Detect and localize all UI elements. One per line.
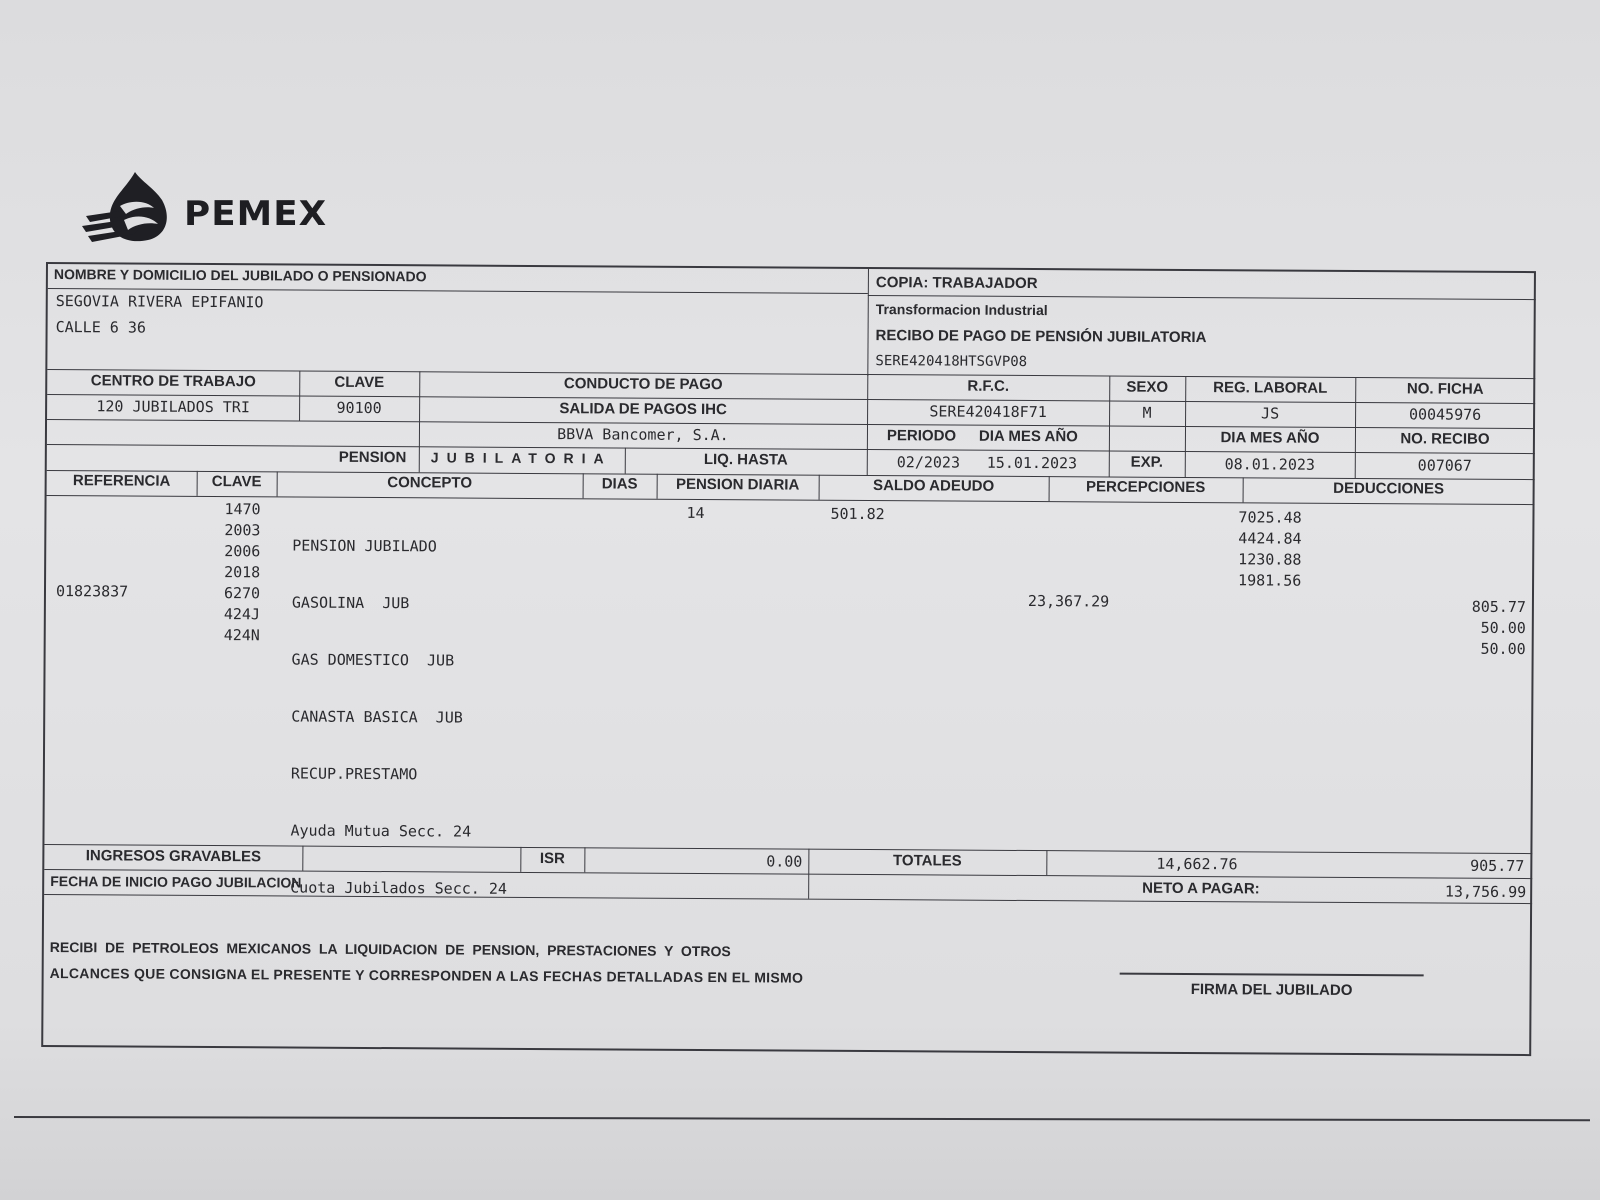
beneficiary-address: CALLE 6 36	[55, 318, 146, 337]
clave-value: 90100	[336, 398, 382, 418]
copy-label: COPIA: TRABAJADOR	[875, 274, 1038, 293]
labor-regime-value: JS	[1261, 404, 1280, 423]
list-item: 4424.84	[1238, 529, 1302, 548]
rfc-label: R.F.C.	[967, 377, 1010, 395]
col-days: DIAS	[601, 475, 638, 493]
eagle-drop-icon	[80, 170, 180, 248]
isr-label: ISR	[539, 850, 565, 868]
payment-channel-label: CONDUCTO DE PAGO	[563, 375, 723, 394]
list-item: 2006	[224, 542, 261, 561]
list-item: 424J	[223, 605, 261, 624]
page-divider	[14, 1116, 1590, 1121]
clave-list	[224, 499, 261, 646]
list-item: 805.77	[1471, 597, 1526, 617]
settled-until-label: LIQ. HASTA	[703, 451, 788, 469]
deductions-list	[1426, 596, 1526, 660]
list-item: 50.00	[1480, 639, 1526, 659]
signature-line	[1120, 973, 1424, 977]
list-item: 7025.48	[1238, 508, 1302, 527]
receipt-number-label: NO. RECIBO	[1400, 430, 1490, 448]
earnings-list	[1238, 507, 1302, 591]
list-item: 1981.56	[1238, 571, 1302, 590]
receipt-number-value: 007067	[1417, 456, 1472, 475]
list-item: 50.00	[1480, 618, 1526, 638]
pension-type-label: PENSION	[338, 448, 407, 467]
work-center-label: CENTRO DE TRABAJO	[90, 372, 256, 391]
pemex-logo	[80, 170, 370, 250]
col-clave: CLAVE	[211, 473, 262, 491]
organization-name: Transformacion Industrial	[875, 301, 1048, 319]
daily-pension-value: 501.82	[830, 504, 885, 524]
work-center-value: 120 JUBILADOS TRI	[96, 397, 250, 417]
period-label: PERIODO	[886, 427, 957, 445]
list-item: 424N	[223, 626, 260, 645]
pension-start-date-label: FECHA DE INICIO PAGO JUBILACION	[50, 873, 302, 891]
col-daily-pension: PENSION DIARIA	[675, 475, 800, 494]
bank-name: BBVA Bancomer, S.A.	[557, 425, 729, 445]
list-item: CANASTA BASICA JUB	[291, 707, 463, 727]
list-item: GAS DOMESTICO JUB	[291, 650, 455, 670]
list-item: 1230.88	[1238, 550, 1302, 569]
net-pay-value: 13,756.99	[1444, 882, 1527, 902]
list-item: Cuota Jubilados Secc. 24	[290, 878, 507, 898]
pension-receipt-form	[41, 262, 1536, 1056]
date-format-label: DIA MES AÑO	[978, 427, 1078, 446]
file-number-value: 00045976	[1408, 405, 1482, 424]
list-item: PENSION JUBILADO	[292, 536, 437, 556]
issued-date-value: 08.01.2023	[1224, 455, 1315, 474]
balance-due-value: 23,367.29	[1027, 592, 1110, 611]
signature-label: FIRMA DEL JUBILADO	[1190, 981, 1353, 999]
period-value: 02/2023	[896, 453, 961, 472]
list-item: 2018	[224, 563, 261, 582]
total-earnings-value: 14,662.76	[1156, 854, 1238, 874]
beneficiary-section-title: NOMBRE Y DOMICILIO DEL JUBILADO O PENSIONADO	[53, 266, 427, 285]
list-item: Ayuda Mutua Secc. 24	[290, 821, 472, 841]
receipt-statement-line2: ALCANCES QUE CONSIGNA EL PRESENTE Y CORRESPONDEN A LAS FECHAS DETALLADAS EN EL MISMO	[49, 965, 804, 986]
sex-value: M	[1142, 403, 1152, 422]
total-deductions-value: 905.77	[1470, 856, 1525, 876]
list-item: RECUP.PRESTAMO	[290, 764, 418, 784]
taxable-income-label: INGRESOS GRAVABLES	[85, 847, 262, 866]
list-item: GASOLINA JUB	[291, 593, 410, 613]
settled-date-value: 15.01.2023	[986, 453, 1078, 473]
beneficiary-name: SEGOVIA RIVERA EPIFANIO	[55, 292, 264, 312]
sex-label: SEXO	[1126, 378, 1169, 396]
col-earnings: PERCEPCIONES	[1085, 478, 1206, 497]
col-reference: REFERENCIA	[72, 472, 171, 490]
pension-type-value: JUBILATORIA	[430, 449, 612, 467]
file-number-label: NO. FICHA	[1406, 380, 1484, 398]
receipt-statement-line1: RECIBI DE PETROLEOS MEXICANOS LA LIQUIDACION DE PENSION, PRESTACIONES Y OTROS	[49, 939, 731, 960]
net-pay-label: NETO A PAGAR:	[1142, 879, 1260, 898]
clave-label: CLAVE	[334, 373, 385, 392]
payment-channel-value: SALIDA DE PAGOS IHC	[559, 400, 727, 419]
isr-value: 0.00	[766, 852, 803, 871]
list-item: 6270	[223, 584, 261, 603]
document-title: RECIBO DE PAGO DE PENSIÓN JUBILATORIA	[875, 327, 1207, 347]
totals-label: TOTALES	[892, 852, 962, 870]
labor-regime-label: REG. LABORAL	[1213, 379, 1328, 397]
curp-value: SERE420418HTSGVP08	[875, 353, 1028, 370]
reference-value: 01823837	[55, 582, 129, 601]
list-item: 1470	[224, 500, 261, 519]
issued-label: EXP.	[1130, 453, 1163, 471]
brand-name: PEMEX	[184, 194, 328, 234]
rfc-value: SERE420418F71	[929, 402, 1047, 422]
col-deductions: DEDUCCIONES	[1333, 479, 1445, 498]
days-value: 14	[686, 503, 705, 523]
list-item: 2003	[224, 521, 261, 540]
col-balance-due: SALDO ADEUDO	[873, 477, 995, 495]
date-format-label-2: DIA MES AÑO	[1220, 429, 1320, 447]
col-concept: CONCEPTO	[387, 474, 473, 492]
